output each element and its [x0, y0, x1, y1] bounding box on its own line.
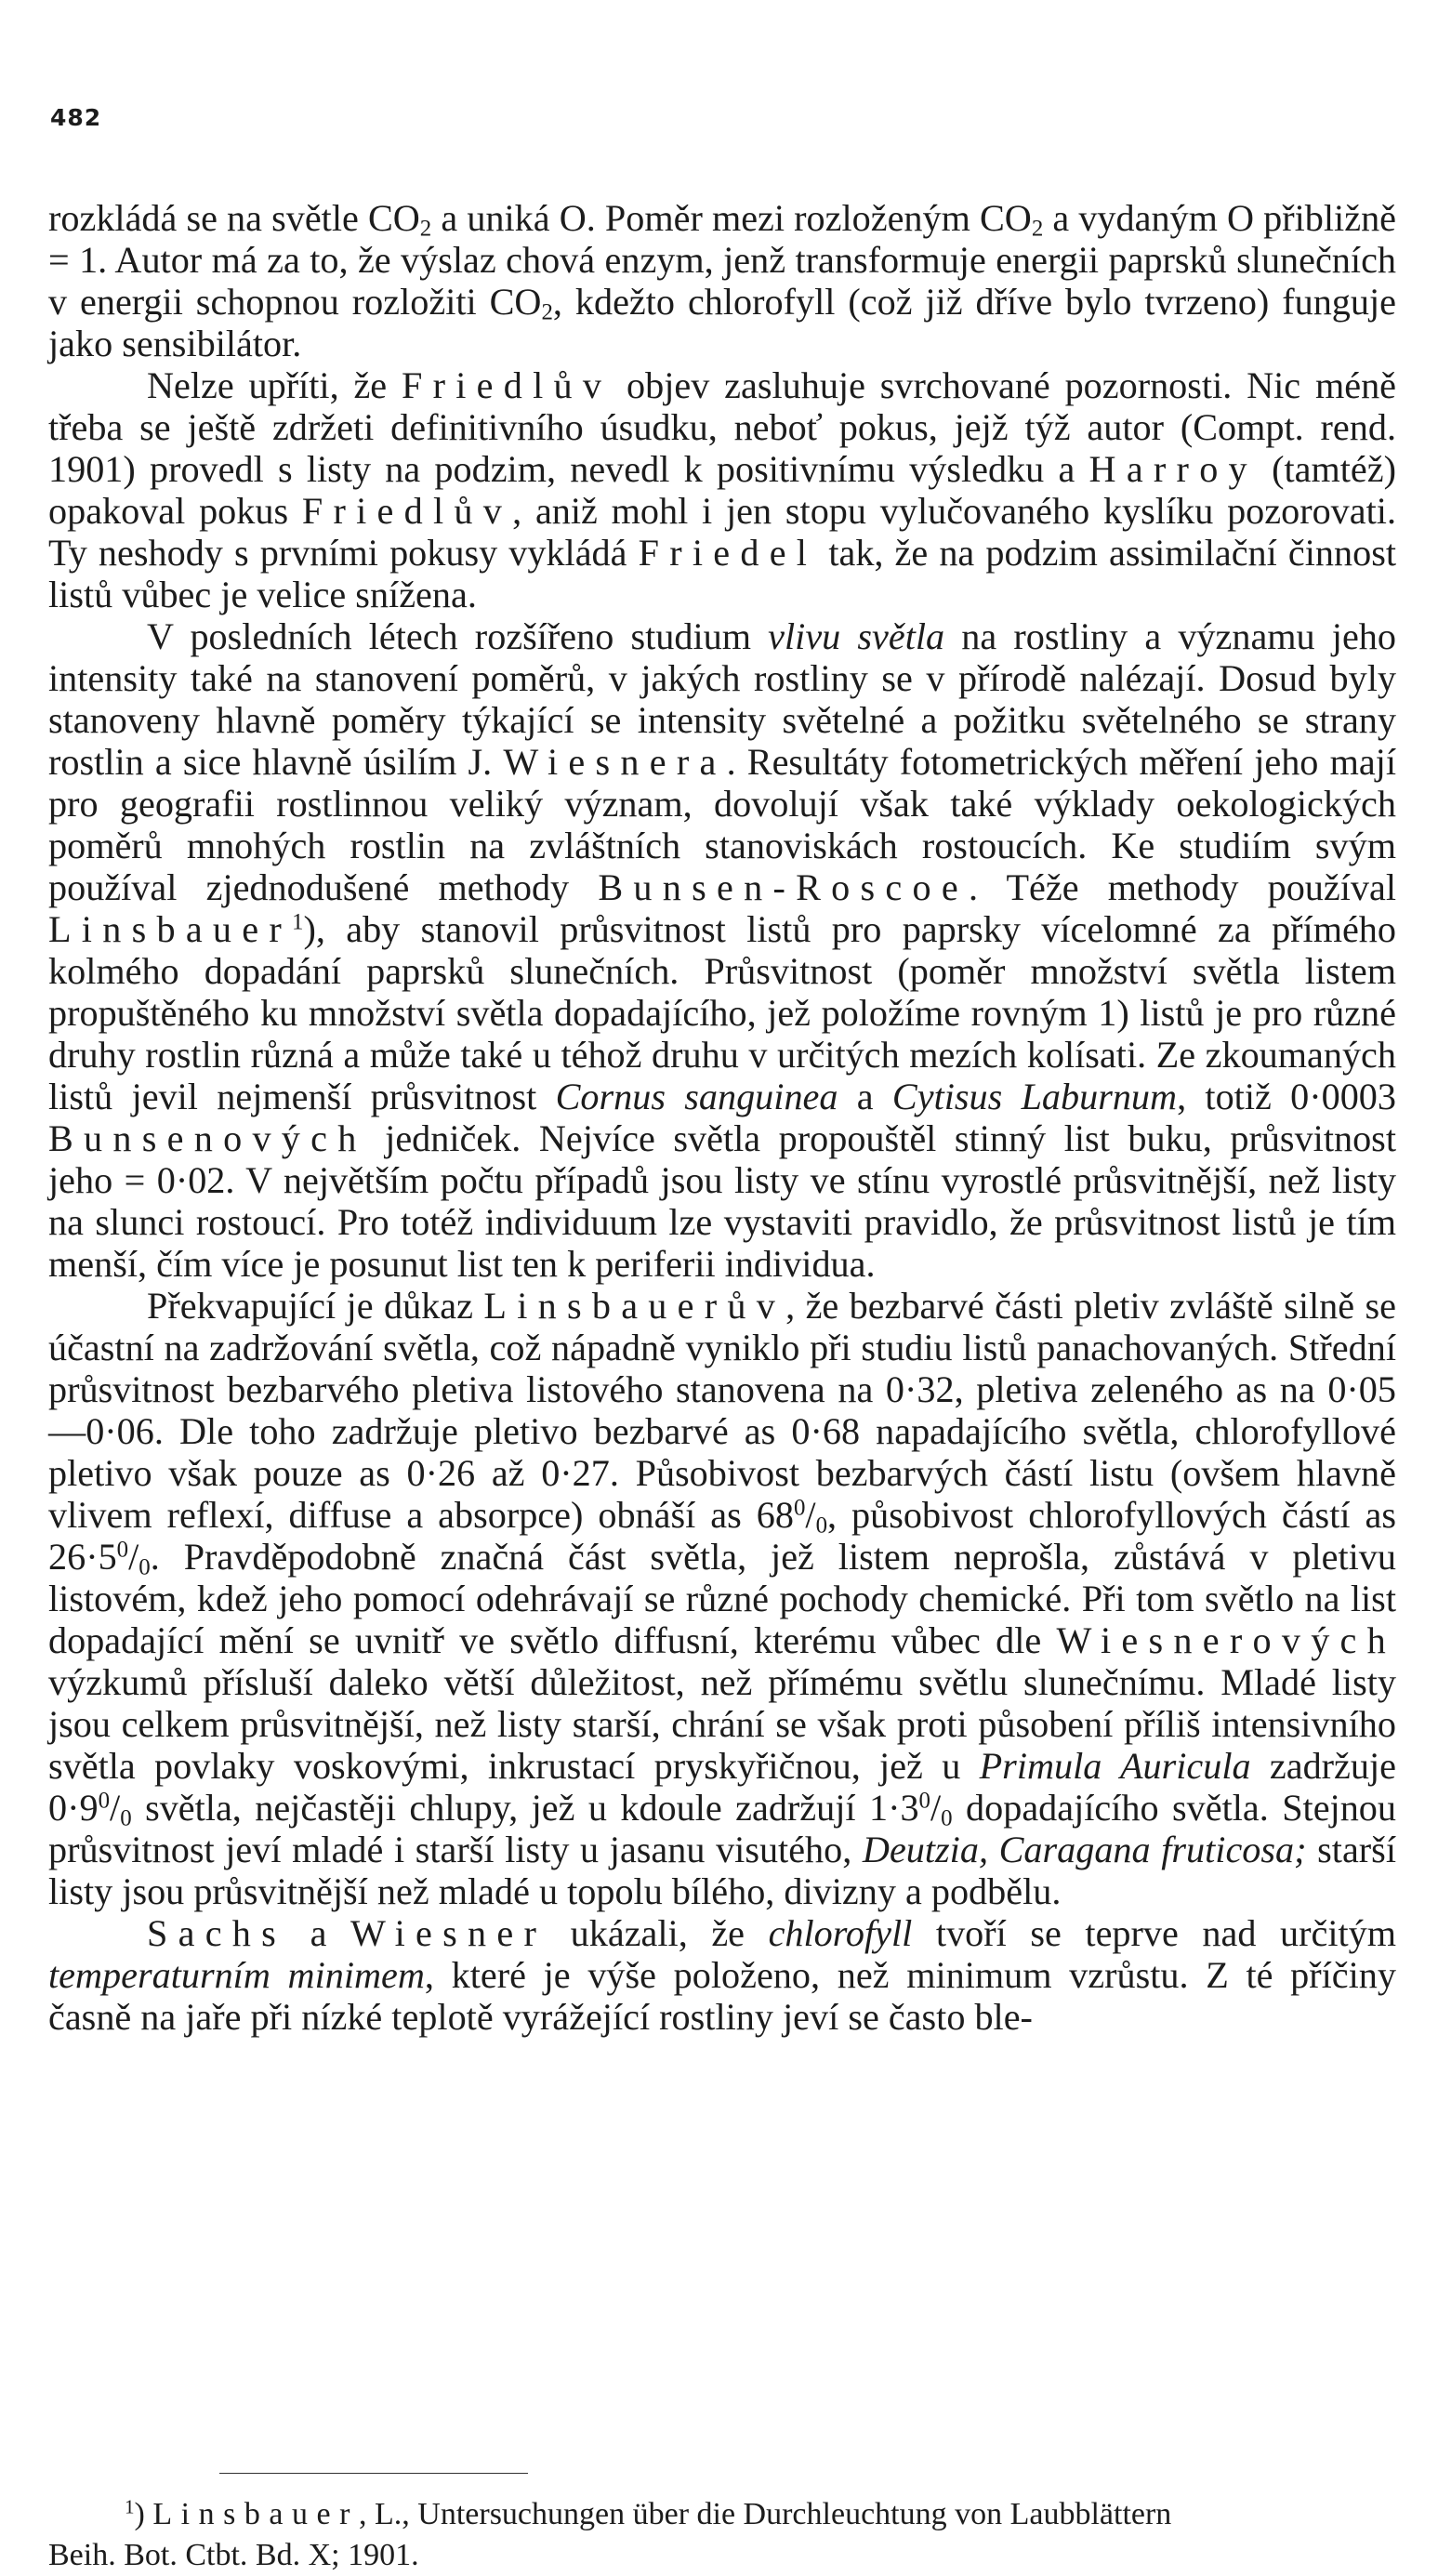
paragraph-2: Nelze upříti, že Friedlův objev zasluhuje svrchované pozornosti. Nic méně třeba se ještě zdržeti definitivního úsudku, neboť pokus, jejž týž autor (Compt. rend. 1901) provedl s listy na podzim, nevedl k positivnímu výsledku a Harroy (tamtéž) opakoval pokus Friedlův, aniž mohl i jen stopu vylučovaného kyslíku pozorovati. Ty neshody s prvními pokusy vykládá Friedel tak, že na podzim assimilační činnost listů vůbec je velice snížena. [48, 364, 1396, 615]
paragraph-4: Překvapující je důkaz Linsbauerův, že bezbarvé části pletiv zvláště silně se účastní na zadržování světla, což nápadně vyniklo při studiu listů panachovaných. Střední průsvitnost bezbarvého pletiva listového stanovena na 0·32, pletiva zeleného as na 0·05—0·06. Dle toho zadržuje pletivo bezbarvé as 0·68 napadajícího světla, chlorofyllové pletivo však pouze as 0·26 až 0·27. Působivost bezbarvých částí listu (ovšem hlavně vlivem reflexí, diffuse a absorpce) obnáší as $68^0/_0$, působivost chlorofyllových částí as $26\cdot 5^0/_0$. Pravděpodobně značná část světla, jež listem neprošla, zůstává v pletivu listovém, kdež jeho pomocí odehrávají se různé pochody chemické. Při tom světlo na list dopadající mění se uvnitř ve světlo diffusní, kterému vůbec dle Wiesnerových výzkumů přísluší daleko větší důležitost, než přímému světlu slunečnímu. Mladé listy jsou celkem průsvitnější, než listy starší, chrání se však proti působení příliš intensivního světla povlaky voskovými, inkrustací pryskyřičnou, jež u Primula Auricula zadržuje $0\cdot 9^0/_0$ světla, nejčastěji chlupy, jež u kdoule zadržují $1\cdot 3^0/_0$ dopadajícího světla. Stejnou průsvitnost jeví mladé i starší listy u jasanu visutého, Deutzia, Caragana fruticosa; starší listy jsou průsvitnější než mladé u topolu bílého, divizny a podbělu. [48, 1285, 1396, 1912]
page-number: 482 [50, 104, 102, 131]
author-name: Wiesnerových [1056, 1619, 1396, 1661]
author-name: Wiesnera [503, 741, 727, 783]
author-name: Friedlův [301, 490, 513, 532]
footnote-mark: 1 [125, 2495, 135, 2518]
author-name: Linsbauerův [483, 1285, 786, 1327]
emphasis: chlorofyll [768, 1912, 913, 1954]
species-name: Deutzia, Caragana fruticosa; [862, 1829, 1307, 1870]
subscript: 2 [419, 216, 432, 242]
species-name: Cornus sanguinea [555, 1076, 838, 1117]
footnote-divider [219, 2473, 528, 2474]
paragraph-1: rozkládá se na světle $CO_2$ a uniká O. Poměr mezi rozloženým $CO_2$ a vydaným O přibližně = 1. Autor má za to, že výslaz chová enzym, jenž transformuje energii paprsků slunečních v energii schopnou rozložiti $CO_2$, kdežto chlorofyll (což již dříve bylo tvrzeno) funguje jako sensibilátor. [48, 197, 1396, 364]
author-name: Linsbauer [152, 2497, 360, 2531]
author-name: Friedlův [401, 364, 613, 406]
footnote-line-2: Beih. Bot. Ctbt. Bd. X; 1901. [48, 2538, 419, 2572]
footnote-mark: 1 [292, 909, 304, 935]
species-name: Cytisus Laburnum [891, 1076, 1178, 1117]
author-name: Linsbauer [48, 908, 292, 950]
species-name: Primula Auricula [979, 1745, 1251, 1787]
footnote-line-1: $^1$) Linsbauer, L., Untersuchungen über die Durchleuchtung von Laubblättern [125, 2495, 1172, 2531]
paragraph-3: V posledních létech rozšířeno studium vlivu světla na rostliny a významu jeho intensity také na stanovení poměrů, v jakých rostliny se v přírodě nalézají. Dosud byly stanoveny hlavně poměry týkající se intensity světelné a požitku světelného se strany rostlin a sice hlavně úsilím J. Wiesnera. Resultáty fotometrických měření jeho mají pro geografii rostlinnou veliký význam, dovolují však také výklady oekologických poměrů mnohých rostlin na zvláštních stanoviskách rostoucích. Ke studiím svým používal zjednodušené methody Bunsen-Roscoe. Téže methody používal Linsbauer$^1$), aby stanovil průsvitnost listů pro paprsky vícelomné za přímého kolmého dopadání paprsků slunečních. Průsvitnost (poměr množství světla listem propuštěného ku množství světla dopadajícího, jež položíme rovným 1) listů je pro různé druhy rostlin různá a může také u téhož druhu v určitých mezích kolísati. Ze zkoumaných listů jevil nejmenší průsvitnost Cornus sanguinea a Cytisus Laburnum, totiž 0·0003 Bunsenových jedniček. Nejvíce světla propouštěl stinný list buku, průsvitnost jeho = 0·02. V největším počtu případů jsou listy ve stínu vyrostlé průsvitnější, než listy na slunci rostoucí. Pro totéž individuum lze vystaviti pravidlo, že průsvitnost listů je tím menší, čím více je posunut list ten k periferii individua. [48, 615, 1396, 1285]
author-name: Wiesner [350, 1912, 547, 1954]
main-text [48, 197, 1396, 2038]
subscript: 2 [541, 299, 553, 325]
author-name: Bunsen-Roscoe [598, 866, 969, 908]
emphasis: temperaturním minimem [48, 1954, 425, 1996]
subscript: 2 [1031, 216, 1044, 242]
paragraph-5: Sachs a Wiesner ukázali, že chlorofyll tvoří se teprve nad určitým temperaturním minimem, které je výše položeno, než minimum vzrůstu. Z té příčiny časně na jaře při nízké teplotě vyrážející rostliny jeví se často ble- [48, 1912, 1396, 2038]
author-name: Bunsenových [48, 1117, 367, 1159]
author-name: Harroy [1088, 448, 1258, 490]
author-name: Sachs [147, 1912, 287, 1954]
footnote [48, 2494, 1396, 2576]
emphasis: vlivu světla [768, 615, 945, 657]
author-name: Friedel [638, 532, 818, 574]
